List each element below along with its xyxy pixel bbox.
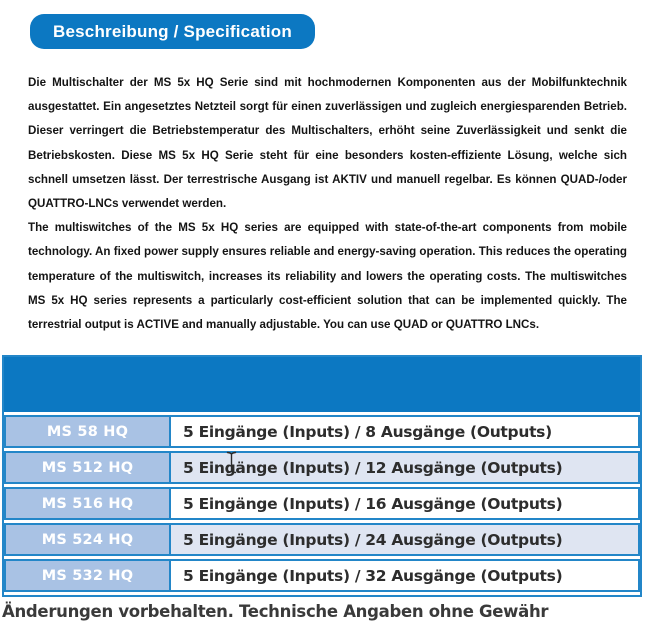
table-row [4,415,640,448]
table-row [4,559,640,592]
spec-table [2,355,642,597]
spec-cell: 5 Eingänge (Inputs) / 24 Ausgänge (Outputs) [171,525,638,554]
footer-note: Änderungen vorbehalten. Technische Angaben ohne Gewähr [2,602,549,621]
description-text [28,71,627,337]
spec-cell: 5 Eingänge (Inputs) / 32 Ausgänge (Outputs) [171,561,638,590]
model-cell: MS 524 HQ [6,525,171,554]
model-cell: MS 516 HQ [6,489,171,518]
table-header-band [4,357,640,412]
paragraph-german: Die Multischalter der MS 5x HQ Serie sind mit hochmodernen Komponenten aus der Mobilfunktechnik ausgestattet. Ein angesetztes Netzteil sorgt für einen zuverlässigen und zugleich energiesparenden Betrieb. Dieser verringert die Betriebstemperatur des Multischalters, erhöht seine Zuverlässigkeit und senkt die Betriebskosten. Diese MS 5x HQ Serie steht für eine besonders kosten-effiziente Lösung, welche sich schnell umsetzen lässt. Der terrestrische Ausgang ist AKTIV und manuell regelbar. Es können QUAD-/oder QUATTRO-LNCs verwendet werden. [28,76,627,211]
model-cell: MS 58 HQ [6,417,171,446]
model-cell: MS 512 HQ [6,453,171,482]
spec-cell: 5 Eingänge (Inputs) / 16 Ausgänge (Outputs) [171,489,638,518]
spec-cell: 5 Eingänge (Inputs) / 8 Ausgänge (Outputs) [171,417,638,446]
table-rows [4,415,640,595]
section-header-label: Beschreibung / Specification [53,21,292,41]
table-row [4,523,640,556]
model-cell: MS 532 HQ [6,561,171,590]
table-row [4,487,640,520]
table-row [4,451,640,484]
spec-cell: 5 Eingänge (Inputs) / 12 Ausgänge (Outputs) [171,453,638,482]
section-header-pill [30,14,315,49]
paragraph-english: The multiswitches of the MS 5x HQ series are equipped with state-of-the-art components from mobile technology. An fixed power supply ensures reliable and energy-saving operation. This reduces the operating temperature of the multiswitch, increases its reliability and lowers the operating costs. The multiswitches MS 5x HQ series represents a particularly cost-efficient solution that can be implemented quickly. The terrestrial output is ACTIVE and manually adjustable. You can use QUAD or QUATTRO LNCs. [28,221,627,332]
